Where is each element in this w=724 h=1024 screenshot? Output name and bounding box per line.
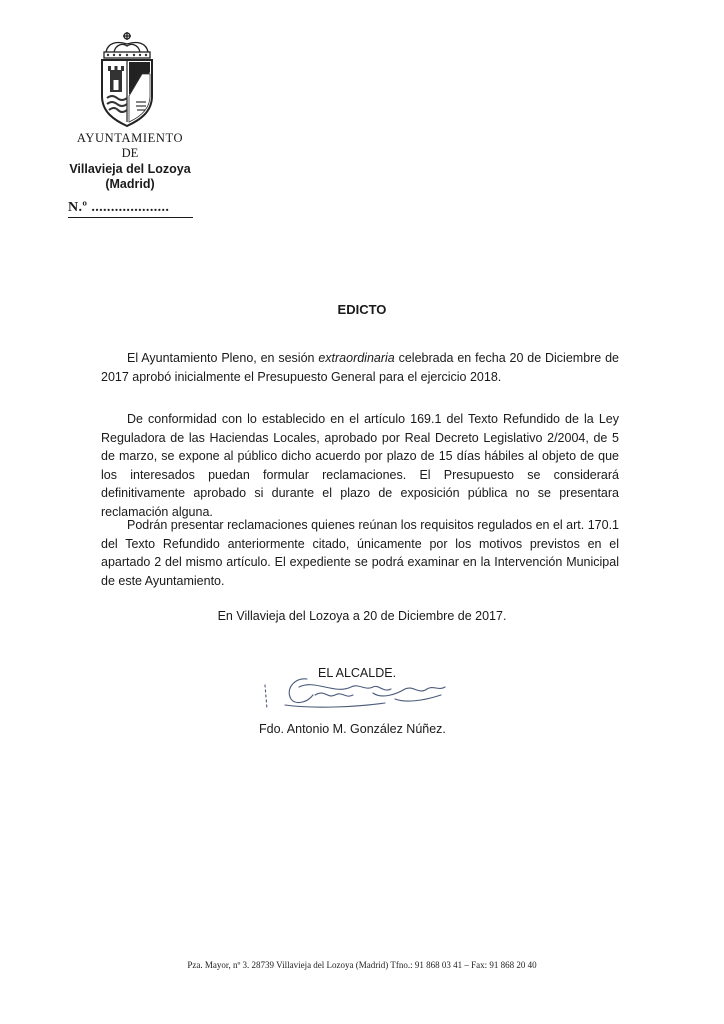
signatory-name: Fdo. Antonio M. González Núñez. bbox=[259, 722, 446, 736]
coat-of-arms-icon bbox=[96, 30, 158, 130]
paragraph-3 bbox=[101, 516, 619, 590]
signatory-role: EL ALCALDE. bbox=[318, 666, 397, 680]
paragraph-3-text: Podrán presentar reclamaciones quienes reúnan los requisitos regulados en el art. 170.1 del Texto Refundido anteriormente citado, únicamente por los motivos previstos en el apartado 2 del mismo artículo. El expediente se podrá examinar en la Intervención Municipal de este Ayuntamiento. bbox=[101, 518, 619, 588]
footer-address: Pza. Mayor, nº 3. 28739 Villavieja del Lozoya (Madrid) Tfno.: 91 868 03 41 – Fax: 91 868 20 40 bbox=[187, 960, 537, 970]
paragraph-1-italic: extraordinaria bbox=[318, 351, 395, 365]
paragraph-1-start: El Ayuntamiento Pleno, en sesión bbox=[127, 351, 319, 365]
header-line-town: Villavieja del Lozoya bbox=[69, 162, 191, 176]
paragraph-1 bbox=[101, 349, 619, 386]
paragraph-1-end: celebrada en fecha 20 de Diciembre de 2017 aprobó inicialmente el Presupuesto General para el ejercicio 2018. bbox=[101, 351, 620, 384]
header-line-ayuntamiento: AYUNTAMIENTO bbox=[76, 131, 184, 145]
document-title: EDICTO bbox=[337, 302, 387, 317]
header-line-de: DE bbox=[121, 146, 139, 160]
header-line-region: (Madrid) bbox=[105, 177, 155, 191]
paragraph-2 bbox=[101, 410, 619, 521]
document-number: N.º .................... bbox=[68, 200, 193, 218]
paragraph-2-text: De conformidad con lo establecido en el artículo 169.1 del Texto Refundido de la Ley Reguladora de las Haciendas Locales, aprobado por Real Decreto Legislativo 2/2004, de 5 de marzo, se expone al público dicho acuerdo por plazo de 15 días hábiles al objeto de que los interesados puedan formular reclamaciones. El Presupuesto se considerará definitivamente aprobado si durante el plazo de exposición pública no se presentara reclamación alguna. bbox=[101, 412, 619, 519]
place-and-date: En Villavieja del Lozoya a 20 de Diciembre de 2017. bbox=[217, 609, 507, 623]
